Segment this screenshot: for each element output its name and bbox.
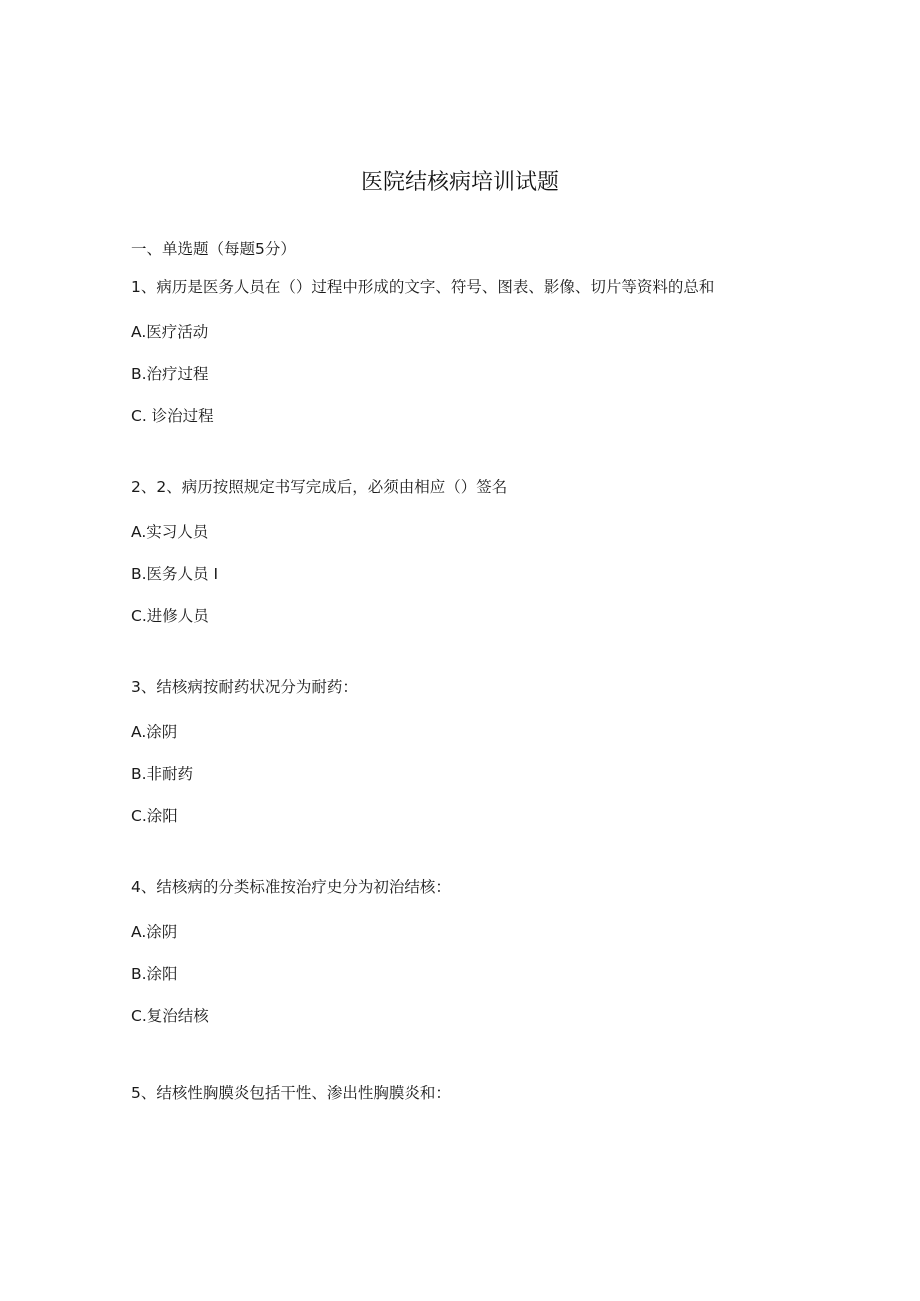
question-1-stem: 1、病历是医务人员在（）过程中形成的文字、符号、图表、影像、切片等资料的总和 [131, 278, 715, 296]
question-4-option-b: B.涂阳 [131, 965, 178, 983]
question-3-option-c: C.涂阳 [131, 807, 178, 825]
question-1-option-b: B.治疗过程 [131, 365, 209, 383]
question-3-option-b: B.非耐药 [131, 765, 194, 783]
section-heading: 一、单选题（每题5分） [131, 240, 296, 258]
question-2-stem: 2、2、病历按照规定书写完成后，必须由相应（）签名 [131, 478, 508, 496]
question-4-option-c: C.复治结核 [131, 1007, 209, 1025]
question-3-stem: 3、结核病按耐药状况分为耐药： [131, 678, 358, 696]
question-4-option-a: A.涂阴 [131, 923, 178, 941]
question-2-option-a: A.实习人员 [131, 523, 209, 541]
question-3-option-a: A.涂阴 [131, 723, 178, 741]
question-1-option-c: C. 诊治过程 [131, 407, 214, 425]
question-2-option-c: C.进修人员 [131, 607, 209, 625]
question-1-option-a: A.医疗活动 [131, 323, 209, 341]
page-title: 医院结核病培训试题 [360, 170, 559, 195]
question-2-option-b: B.医务人员 I [131, 565, 219, 583]
question-5-stem: 5、结核性胸膜炎包括干性、渗出性胸膜炎和： [131, 1084, 451, 1102]
question-4-stem: 4、结核病的分类标准按治疗史分为初治结核： [131, 878, 451, 896]
